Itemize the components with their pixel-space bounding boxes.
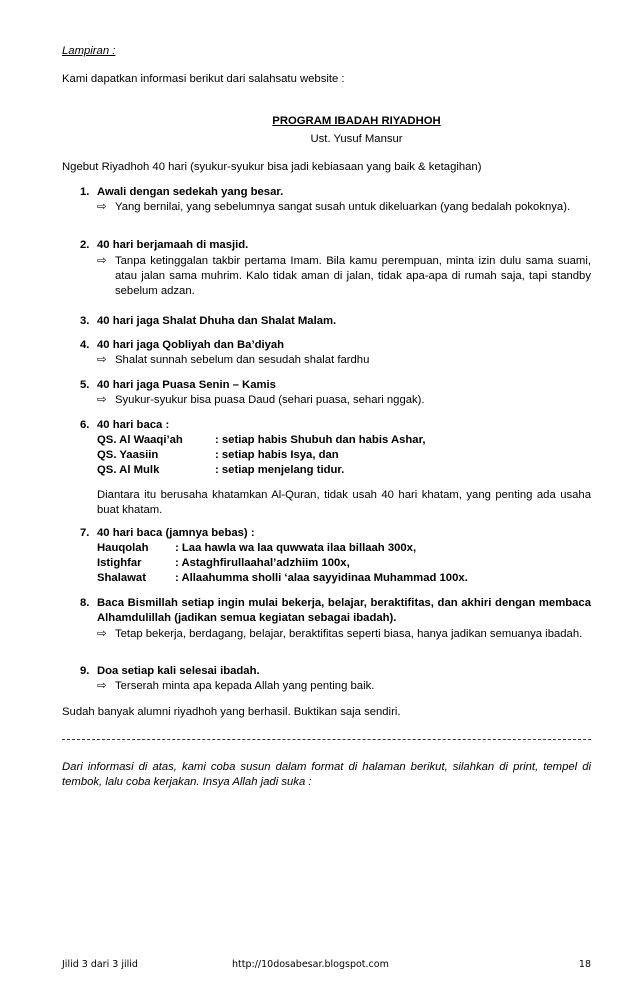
item-heading: Doa setiap kali selesai ibadah. [97, 665, 260, 677]
item-heading: 40 hari jaga Puasa Senin – Kamis [97, 379, 276, 391]
dhikr-text: : Laa hawla wa laa quwwata ilaa billaah 300x, [175, 542, 417, 554]
item-heading: 40 hari jaga Qobliyah dan Ba’diyah [97, 339, 285, 351]
item-sub: Syukur-syukur bisa puasa Daud (sehari puasa, sehari nggak). [115, 394, 425, 406]
item-number: 5. [80, 379, 90, 391]
dhikr-name: Istighfar [97, 557, 142, 569]
arrow-icon: ⇨ [97, 201, 107, 213]
item-sub: Shalat sunnah sebelum dan sesudah shalat fardhu [115, 354, 370, 366]
item-heading: 40 hari berjamaah di masjid. [97, 239, 249, 251]
final-note: Dari informasi di atas, kami coba susun dalam format di halaman berikut, silahkan di print, tempel di tembok, lalu coba kerjakan. Insya Allah jadi suka : [62, 761, 591, 788]
dhikr-name: Shalawat [97, 572, 146, 584]
item-number: 1. [80, 186, 90, 198]
arrow-icon: ⇨ [97, 354, 107, 366]
footer-url[interactable]: http://10dosabesar.blogspot.com [232, 959, 389, 970]
item-number: 9. [80, 665, 90, 677]
footer-volume: Jilid 3 dari 3 jilid [62, 959, 138, 970]
surah-name: QS. Al Waaqi’ah [97, 434, 183, 446]
item-number: 2. [80, 239, 90, 251]
closing-text: Sudah banyak alumni riyadhoh yang berhasil. Buktikan saja sendiri. [62, 706, 401, 718]
item-heading: Baca Bismillah setiap ingin mulai bekerja, belajar, beraktifitas, dan akhiri dengan membaca Alhamdulillah (jadikan semua kegiatan sebagai ibadah). [97, 597, 591, 624]
surah-name: QS. Yaasiin [97, 449, 159, 461]
item-heading: 40 hari baca : [97, 419, 170, 431]
item-number: 6. [80, 419, 90, 431]
item-sub: Tetap bekerja, berdagang, belajar, beraktifitas seperti biasa, hanya jadikan semuanya ibadah. [115, 628, 583, 640]
item-sub: Yang bernilai, yang sebelumnya sangat susah untuk dikeluarkan (yang bedalah pokoknya). [115, 201, 571, 213]
surah-time: : setiap habis Shubuh dan habis Ashar, [215, 434, 426, 446]
item-heading: 40 hari baca (jamnya bebas) : [97, 527, 255, 539]
item-number: 3. [80, 315, 90, 327]
dhikr-text: : Astaghfirullaahal’adzhiim 100x, [175, 557, 350, 569]
item-number: 4. [80, 339, 90, 351]
arrow-icon: ⇨ [97, 628, 107, 640]
item-heading: 40 hari jaga Shalat Dhuha dan Shalat Malam. [97, 315, 337, 327]
item-note: Diantara itu berusaha khatamkan Al-Quran, tidak usah 40 hari khatam, yang penting ada usaha buat khatam. [97, 489, 591, 516]
surah-time: : setiap habis Isya, dan [215, 449, 339, 461]
program-title: PROGRAM IBADAH RIYADHOH [272, 115, 441, 127]
arrow-icon: ⇨ [97, 680, 107, 692]
footer-page-number: 18 [578, 959, 591, 970]
author-name: Ust. Yusuf Mansur [310, 133, 403, 145]
item-sub: Terserah minta apa kepada Allah yang penting baik. [115, 680, 375, 692]
arrow-icon: ⇨ [97, 255, 107, 267]
opening-text: Ngebut Riyadhoh 40 hari (syukur-syukur bisa jadi kebiasaan yang baik & ketagihan) [62, 161, 482, 173]
dhikr-name: Hauqolah [97, 542, 149, 554]
intro-text: Kami dapatkan informasi berikut dari salahsatu website : [62, 73, 345, 85]
item-number: 7. [80, 527, 90, 539]
item-number: 8. [80, 597, 90, 609]
dashed-divider [62, 739, 591, 740]
item-sub: Tanpa ketinggalan takbir pertama Imam. Bila kamu perempuan, minta izin dulu sama suami, atau jalan sama muhrim. Kalo tidak aman di jalan, tidak apa-apa di rumah saja, tapi standby sebelum adzan. [115, 255, 591, 297]
surah-name: QS. Al Mulk [97, 464, 160, 476]
arrow-icon: ⇨ [97, 394, 107, 406]
item-heading: Awali dengan sedekah yang besar. [97, 186, 284, 198]
surah-time: : setiap menjelang tidur. [215, 464, 345, 476]
dhikr-text: : Allaahumma sholli ‘alaa sayyidinaa Muhammad 100x. [175, 572, 468, 584]
lampiran-label: Lampiran : [62, 45, 116, 57]
